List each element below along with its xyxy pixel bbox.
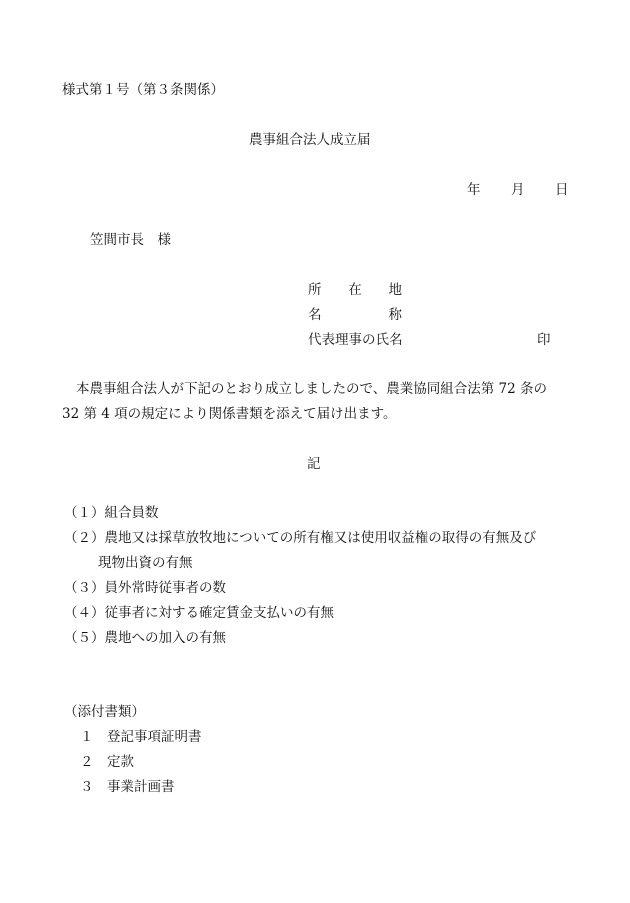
item-text: 農地への加入の有無 [104, 630, 226, 646]
body-text-line2: 32 第 4 項の規定により関係書類を添えて届け出ます。 [62, 406, 397, 422]
item-number: （５） [64, 630, 105, 646]
item-number: （３） [64, 580, 105, 596]
list-item-continuation: 現物出資の有無 [98, 555, 193, 571]
ki-heading: 記 [307, 456, 321, 472]
addressee: 笠間市長 様 [90, 232, 171, 248]
address-label: 所 在 地 [308, 282, 402, 298]
item-text: 従事者に対する確定賃金支払いの有無 [104, 605, 334, 621]
document-title: 農事組合法人成立届 [249, 132, 371, 148]
form-number: 様式第１号（第３条関係） [62, 82, 224, 98]
name-label: 名 称 [308, 307, 402, 323]
list-item [64, 607, 334, 621]
item-text: 組合員数 [104, 505, 159, 521]
body-text-line1: 本農事組合法人が下記のとおり成立しましたので、農業協同組合法第 72 条の [76, 381, 547, 397]
item-number: （４） [64, 605, 105, 621]
attachment-number: １ [80, 729, 94, 745]
date-year: 年 [467, 182, 481, 198]
attachment-text: 定款 [107, 754, 134, 770]
seal-mark: 印 [537, 332, 551, 348]
list-item [64, 507, 159, 521]
item-text: 農地又は採草放牧地についての所有権又は使用収益権の取得の有無及び [104, 530, 537, 546]
attachments-header: （添付書類） [64, 704, 145, 720]
attachment-text: 事業計画書 [107, 779, 175, 795]
attachment-number: ３ [80, 779, 94, 795]
date-day: 日 [555, 182, 569, 198]
list-item [64, 632, 226, 646]
item-number: （２） [64, 530, 105, 546]
attachment-number: ２ [80, 754, 94, 770]
representative-label: 代表理事の氏名 [308, 332, 403, 348]
item-number: （１） [64, 505, 105, 521]
date-month: 月 [511, 182, 525, 198]
list-item [64, 532, 536, 546]
attachment-text: 登記事項証明書 [107, 729, 202, 745]
list-item [64, 582, 226, 596]
item-text: 員外常時従事者の数 [104, 580, 226, 596]
